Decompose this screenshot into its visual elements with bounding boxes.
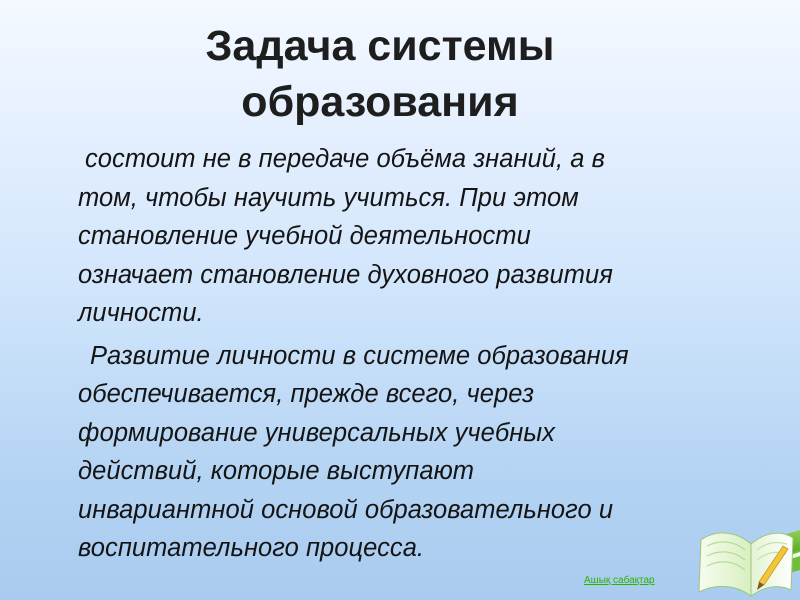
paragraph-2-line: действий, которые выступают: [78, 457, 475, 485]
slide-body: [78, 140, 778, 568]
title-line-2: образования: [241, 78, 519, 126]
paragraph-1-line: состоит не в передаче объёма знаний, а в: [85, 145, 606, 173]
paragraph-1-line: том, чтобы научить учиться. При этом: [78, 183, 579, 212]
paragraph-2-line: Развитие личности в системе образования: [90, 341, 629, 370]
title-line-1: Задача системы: [205, 22, 555, 70]
paragraph-1-line: означает становление духовного развития: [78, 260, 613, 289]
slide-title: [80, 18, 680, 130]
ashyk-sabaktar-link[interactable]: Ашық сабақтар: [584, 575, 655, 586]
paragraph-1-line: личности.: [78, 299, 204, 327]
paragraph-2: [78, 337, 778, 568]
paragraph-2-line: формирование универсальных учебных: [78, 418, 555, 447]
paragraph-1: [78, 140, 778, 333]
paragraph-1-line: становление учебной деятельности: [78, 222, 531, 250]
paragraph-2-line: инвариантной основой образовательного и: [78, 495, 614, 524]
open-book-icon: [693, 500, 800, 600]
paragraph-2-line: воспитательного процесса.: [78, 534, 425, 562]
paragraph-2-line: обеспечивается, прежде всего, через: [78, 380, 535, 408]
